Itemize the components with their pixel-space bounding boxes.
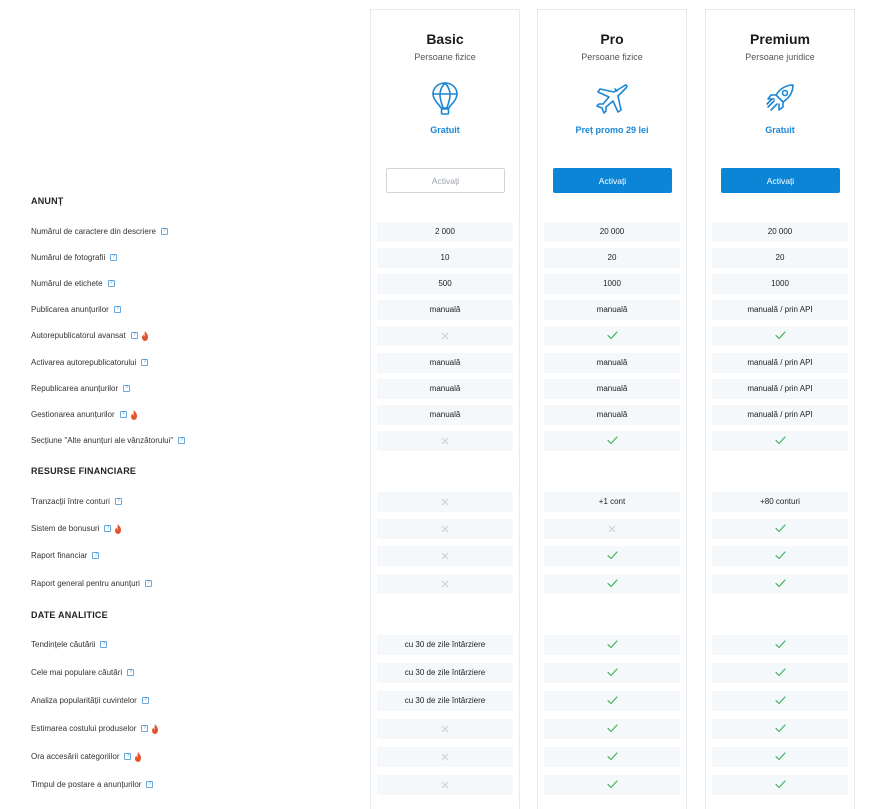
check-icon <box>712 574 848 594</box>
feature-value: 20 000 <box>544 222 680 242</box>
feature-label <box>31 522 122 536</box>
cross-icon <box>377 546 513 566</box>
check-icon <box>544 663 680 683</box>
feature-label-text: Gestionarea anunțurilor <box>31 410 115 419</box>
cross-icon <box>377 519 513 539</box>
cross-icon <box>377 574 513 594</box>
activate-premium-button[interactable]: Activați <box>721 168 840 193</box>
help-icon[interactable]: ? <box>124 753 131 760</box>
plan-name: Premium <box>750 31 810 47</box>
help-icon[interactable]: ? <box>114 306 121 313</box>
cross-icon <box>377 775 513 795</box>
feature-label <box>31 750 142 764</box>
section-title-resurse-financiare: RESURSE FINANCIARE <box>31 466 137 476</box>
help-icon[interactable]: ? <box>92 552 99 559</box>
check-icon <box>544 574 680 594</box>
feature-value: 20 <box>544 248 680 268</box>
check-icon <box>544 691 680 711</box>
feature-value: manuală / prin API <box>712 405 848 425</box>
check-icon <box>544 719 680 739</box>
flame-icon <box>148 724 159 733</box>
hot-air-balloon-icon <box>427 80 463 116</box>
feature-value: manuală <box>544 405 680 425</box>
feature-label-text: Cele mai populare căutări <box>31 668 123 677</box>
help-icon[interactable]: ? <box>146 781 153 788</box>
feature-label-text: Raport financiar <box>31 551 88 560</box>
feature-label-text: Numărul de caractere din descriere <box>31 227 156 236</box>
check-icon <box>544 326 680 346</box>
flame-icon <box>127 410 138 419</box>
feature-label <box>31 495 122 509</box>
plan-price: Gratuit <box>430 125 460 135</box>
plan-name: Basic <box>426 31 464 47</box>
feature-label-text: Tranzacții între conturi <box>31 497 110 506</box>
help-icon[interactable]: ? <box>115 498 122 505</box>
feature-label <box>31 329 149 343</box>
feature-label-text: Publicarea anunțurilor <box>31 305 109 314</box>
cross-icon <box>377 326 513 346</box>
feature-value: manuală <box>544 353 680 373</box>
help-icon[interactable]: ? <box>141 359 148 366</box>
feature-label-text: Analiza popularității cuvintelor <box>31 696 137 705</box>
check-icon <box>712 635 848 655</box>
feature-label <box>31 434 185 448</box>
help-icon[interactable]: ? <box>145 580 152 587</box>
section-title-anunt: ANUNȚ <box>31 196 64 206</box>
activate-pro-button[interactable]: Activați <box>553 168 672 193</box>
check-icon <box>544 775 680 795</box>
feature-label <box>31 666 134 680</box>
feature-label-text: Republicarea anunțurilor <box>31 384 119 393</box>
cross-icon <box>377 719 513 739</box>
feature-value: cu 30 de zile întârziere <box>377 691 513 711</box>
check-icon <box>712 719 848 739</box>
feature-value: 500 <box>377 274 513 294</box>
feature-label-text: Secțiune "Alte anunțuri ale vânzătorului" <box>31 436 174 445</box>
plan-name: Pro <box>600 31 624 47</box>
rocket-icon <box>762 80 798 116</box>
help-icon[interactable]: ? <box>178 437 185 444</box>
cross-icon <box>377 492 513 512</box>
feature-value: manuală <box>544 379 680 399</box>
cross-icon <box>377 747 513 767</box>
check-icon <box>712 663 848 683</box>
plan-subtitle: Persoane juridice <box>745 52 815 62</box>
check-icon <box>544 431 680 451</box>
help-icon[interactable]: ? <box>141 725 148 732</box>
feature-label <box>31 408 138 422</box>
feature-label <box>31 638 107 652</box>
feature-value: manuală <box>377 353 513 373</box>
feature-value: 1000 <box>544 274 680 294</box>
feature-value: 1000 <box>712 274 848 294</box>
flame-icon <box>138 331 149 340</box>
feature-value: 10 <box>377 248 513 268</box>
check-icon <box>712 546 848 566</box>
check-icon <box>712 431 848 451</box>
cross-icon <box>544 519 680 539</box>
feature-label <box>31 251 117 265</box>
feature-label-text: Sistem de bonusuri <box>31 524 100 533</box>
plan-price: Preț promo 29 lei <box>575 125 649 135</box>
feature-label-text: Tendințele căutării <box>31 640 96 649</box>
cross-icon <box>377 431 513 451</box>
plan-subtitle: Persoane fizice <box>414 52 476 62</box>
feature-label <box>31 722 159 736</box>
activate-basic-button[interactable]: Activați <box>386 168 505 193</box>
plan-price: Gratuit <box>765 125 795 135</box>
check-icon <box>544 747 680 767</box>
help-icon[interactable]: ? <box>127 669 134 676</box>
check-icon <box>544 635 680 655</box>
feature-label-text: Autorepublicatorul avansat <box>31 331 126 340</box>
feature-label-text: Ora accesării categoriilor <box>31 752 120 761</box>
feature-label-text: Numărul de fotografii <box>31 253 106 262</box>
feature-label-text: Estimarea costului produselor <box>31 724 137 733</box>
check-icon <box>544 546 680 566</box>
feature-value: manuală / prin API <box>712 353 848 373</box>
help-icon[interactable]: ? <box>142 697 149 704</box>
help-icon[interactable]: ? <box>110 254 117 261</box>
help-icon[interactable]: ? <box>104 525 111 532</box>
feature-label <box>31 356 148 370</box>
check-icon <box>712 775 848 795</box>
help-icon[interactable]: ? <box>161 228 168 235</box>
feature-value: manuală / prin API <box>712 300 848 320</box>
feature-value: manuală <box>377 300 513 320</box>
help-icon[interactable]: ? <box>123 385 130 392</box>
feature-value: 20 <box>712 248 848 268</box>
feature-label-text: Numărul de etichete <box>31 279 103 288</box>
plan-subtitle: Persoane fizice <box>581 52 643 62</box>
section-title-date-analitice: DATE ANALITICE <box>31 610 108 620</box>
flame-icon <box>131 752 142 761</box>
feature-label <box>31 303 121 317</box>
feature-value: 2 000 <box>377 222 513 242</box>
feature-label <box>31 778 153 792</box>
feature-value: 20 000 <box>712 222 848 242</box>
feature-label <box>31 694 149 708</box>
feature-value: manuală / prin API <box>712 379 848 399</box>
check-icon <box>712 747 848 767</box>
feature-value: manuală <box>377 405 513 425</box>
check-icon <box>712 519 848 539</box>
help-icon[interactable]: ? <box>120 411 127 418</box>
feature-value: manuală <box>544 300 680 320</box>
feature-label <box>31 549 99 563</box>
feature-label-text: Raport general pentru anunțuri <box>31 579 140 588</box>
help-icon[interactable]: ? <box>100 641 107 648</box>
airplane-icon <box>594 80 630 116</box>
feature-value: cu 30 de zile întârziere <box>377 635 513 655</box>
check-icon <box>712 326 848 346</box>
feature-value: manuală <box>377 379 513 399</box>
check-icon <box>712 691 848 711</box>
help-icon[interactable]: ? <box>108 280 115 287</box>
feature-label <box>31 577 152 591</box>
feature-value: +80 conturi <box>712 492 848 512</box>
feature-label <box>31 225 168 239</box>
feature-label <box>31 277 115 291</box>
feature-label-text: Timpul de postare a anunțurilor <box>31 780 142 789</box>
feature-label <box>31 382 130 396</box>
feature-label-text: Activarea autorepublicatorului <box>31 358 137 367</box>
feature-value: +1 cont <box>544 492 680 512</box>
feature-value: cu 30 de zile întârziere <box>377 663 513 683</box>
flame-icon <box>111 524 122 533</box>
help-icon[interactable]: ? <box>131 332 138 339</box>
